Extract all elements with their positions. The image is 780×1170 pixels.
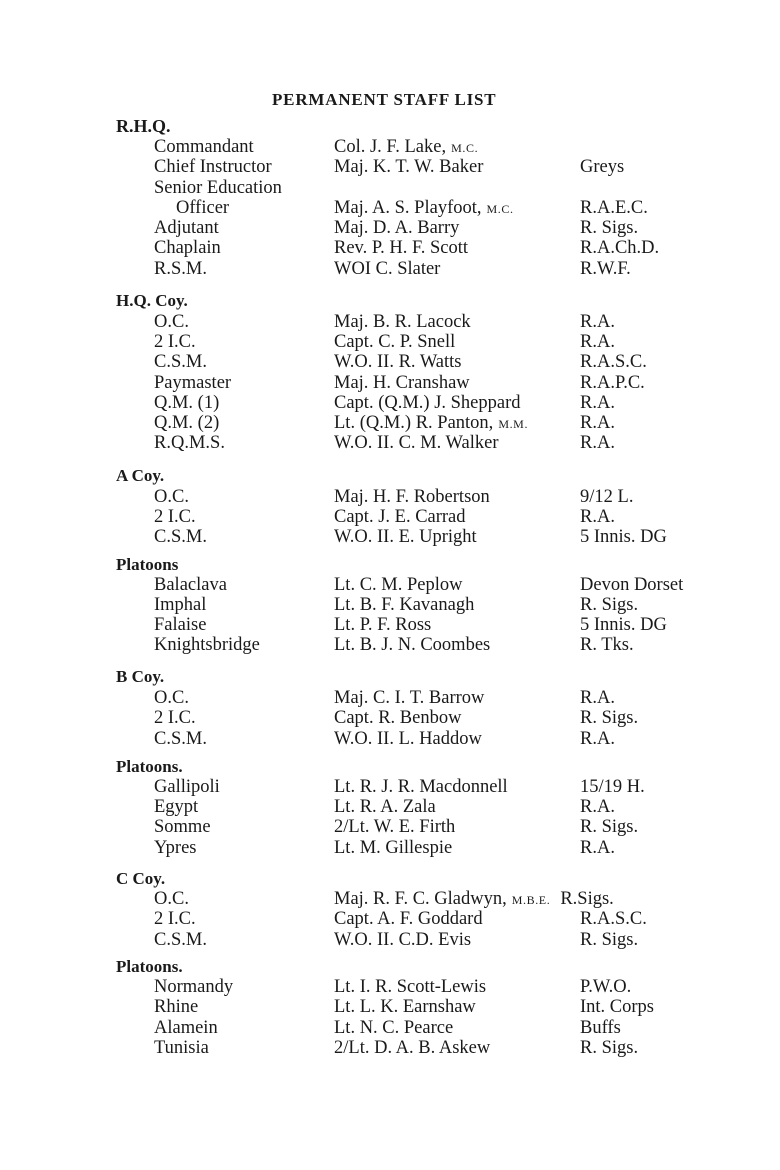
staff-row: [0, 889, 780, 909]
staff-row: [0, 433, 780, 453]
unit-label: Devon Dorset: [580, 575, 684, 595]
officer-name: [334, 797, 436, 817]
officer-name-text: W.O. II. R. Watts: [334, 352, 462, 372]
role-label: O.C.: [154, 889, 189, 909]
role-label: 2 I.C.: [154, 708, 196, 728]
role-label: Rhine: [154, 997, 199, 1017]
section-heading: B Coy.: [116, 667, 165, 686]
officer-name-text: Capt. C. P. Snell: [334, 332, 456, 352]
staff-row: [0, 729, 780, 749]
role-label: Officer: [176, 198, 230, 218]
officer-name: [334, 635, 490, 655]
unit-label: R. Sigs.: [580, 595, 639, 615]
role-label: Ypres: [154, 838, 197, 858]
section-heading: Platoons.: [116, 757, 183, 776]
officer-name: [334, 930, 471, 950]
staff-row: [0, 393, 780, 413]
officer-name: [334, 615, 431, 635]
officer-name: [334, 198, 514, 219]
unit-label: R. Sigs.: [580, 817, 639, 837]
staff-row: [0, 157, 780, 177]
officer-name-text: W.O. II. C. M. Walker: [334, 433, 499, 453]
officer-name-text: Maj. D. A. Barry: [334, 218, 460, 238]
role-label: C.S.M.: [154, 930, 207, 950]
unit-label: 15/19 H.: [580, 777, 645, 797]
officer-name-text: Lt. M. Gillespie: [334, 838, 453, 858]
role-label: C.S.M.: [154, 729, 207, 749]
staff-row: [0, 259, 780, 279]
role-label: O.C.: [154, 487, 189, 507]
unit-label: R.A.: [580, 838, 615, 858]
staff-row: [0, 238, 780, 258]
role-label: Paymaster: [154, 373, 232, 393]
unit-label: Greys: [580, 157, 625, 177]
officer-name: [334, 259, 440, 279]
staff-row: [0, 708, 780, 728]
staff-row: [0, 575, 780, 595]
officer-name: [334, 889, 614, 910]
officer-name: [334, 373, 470, 393]
unit-label: R.A.: [580, 413, 615, 433]
officer-name: [334, 507, 466, 527]
officer-name-text: W.O. II. E. Upright: [334, 527, 477, 547]
officer-name-text: Lt. B. J. N. Coombes: [334, 635, 491, 655]
staff-row: [0, 777, 780, 797]
unit-label: 5 Innis. DG: [580, 527, 667, 547]
staff-row: [0, 838, 780, 858]
role-label: Chaplain: [154, 238, 221, 258]
officer-name-text: Capt. A. F. Goddard: [334, 909, 483, 929]
officer-name-text: W.O. II. L. Haddow: [334, 729, 482, 749]
officer-name-text: Maj. C. I. T. Barrow: [334, 688, 485, 708]
unit-label: R.A.: [580, 393, 615, 413]
role-label: Gallipoli: [154, 777, 220, 797]
role-label: 2 I.C.: [154, 507, 196, 527]
officer-name-text: W.O. II. C.D. Evis: [334, 930, 472, 950]
officer-name: [334, 137, 478, 158]
officer-name: [334, 352, 462, 372]
role-label: Somme: [154, 817, 211, 837]
staff-row: [0, 930, 780, 950]
officer-name-text: Lt. B. F. Kavanagh: [334, 595, 475, 615]
section-heading: C Coy.: [116, 869, 166, 888]
officer-name: [334, 729, 482, 749]
staff-row: [0, 527, 780, 547]
unit-label: 9/12 L.: [580, 487, 634, 507]
honour-postnominal: M.B.E.: [511, 893, 551, 907]
role-label: C.S.M.: [154, 352, 207, 372]
staff-row: [0, 178, 780, 198]
officer-name: [334, 997, 476, 1017]
role-label: 2 I.C.: [154, 909, 196, 929]
staff-row: [0, 352, 780, 372]
officer-name: [334, 433, 498, 453]
unit-label: 5 Innis. DG: [580, 615, 667, 635]
role-label: Knightsbridge: [154, 635, 260, 655]
role-label: O.C.: [154, 688, 189, 708]
honour-postnominal: M.C.: [486, 202, 514, 216]
unit-label: R.A.: [580, 729, 615, 749]
officer-name-text: Rev. P. H. F. Scott: [334, 238, 469, 258]
officer-name: [334, 393, 521, 413]
officer-name-text: Lt. R. A. Zala: [334, 797, 436, 817]
officer-name-text: Maj. B. R. Lacock: [334, 312, 471, 332]
officer-name: [334, 1018, 453, 1038]
officer-name-text: Capt. J. E. Carrad: [334, 507, 466, 527]
staff-row: [0, 312, 780, 332]
role-label: Adjutant: [154, 218, 219, 238]
role-label: Senior Education: [154, 178, 282, 198]
unit-label: R.A.: [580, 332, 615, 352]
officer-name: [334, 312, 471, 332]
role-label: Alamein: [154, 1018, 218, 1038]
officer-name-text: Maj. H. Cranshaw: [334, 373, 470, 393]
officer-name-text: Lt. P. F. Ross: [334, 615, 432, 635]
officer-name-text: Capt. R. Benbow: [334, 708, 462, 728]
honour-postnominal: M.C.: [451, 141, 479, 155]
unit-label: P.W.O.: [580, 977, 632, 997]
officer-name: [334, 595, 474, 615]
section-heading: Platoons: [116, 555, 179, 574]
unit-label: R.A.S.C.: [580, 352, 647, 372]
staff-row: [0, 487, 780, 507]
officer-name-text: Capt. (Q.M.) J. Sheppard: [334, 393, 521, 413]
officer-name-text: WOI C. Slater: [334, 259, 441, 279]
unit-label: R. Tks.: [580, 635, 634, 655]
role-label: O.C.: [154, 312, 189, 332]
officer-name-text: Maj. A. S. Playfoot,: [334, 198, 482, 218]
unit-label: Buffs: [580, 1018, 621, 1038]
role-label: Q.M. (2): [154, 413, 220, 433]
officer-name-text: Maj. H. F. Robertson: [334, 487, 490, 507]
staff-row: [0, 1038, 780, 1058]
unit-label: R.A.: [580, 312, 615, 332]
unit-label: R.A.: [580, 433, 615, 453]
staff-row: [0, 507, 780, 527]
role-label: Falaise: [154, 615, 207, 635]
unit-label: R.A.: [580, 797, 615, 817]
unit-label: R.A.Ch.D.: [580, 238, 660, 258]
officer-name-text: Col. J. F. Lake,: [334, 137, 447, 157]
staff-row: [0, 137, 780, 157]
staff-row: [0, 615, 780, 635]
officer-name-text: Lt. L. K. Earnshaw: [334, 997, 476, 1017]
role-label: R.S.M.: [154, 259, 207, 279]
staff-row: [0, 817, 780, 837]
role-label: C.S.M.: [154, 527, 207, 547]
officer-name: [334, 708, 461, 728]
role-label: Commandant: [154, 137, 254, 157]
officer-name-text: Lt. I. R. Scott-Lewis: [334, 977, 487, 997]
staff-row: [0, 797, 780, 817]
unit-label: R. Sigs.: [580, 1038, 639, 1058]
unit-label: R.A.P.C.: [580, 373, 645, 393]
officer-name: [334, 238, 468, 258]
staff-row: [0, 688, 780, 708]
officer-name-text: 2/Lt. D. A. B. Askew: [334, 1038, 491, 1058]
officer-name-text: Lt. N. C. Pearce: [334, 1018, 454, 1038]
role-label: Chief Instructor: [154, 157, 272, 177]
unit-label: Int. Corps: [580, 997, 654, 1017]
officer-name: [334, 777, 508, 797]
officer-name: [334, 575, 462, 595]
officer-name-text: Lt. (Q.M.) R. Panton,: [334, 413, 494, 433]
role-label: Imphal: [154, 595, 207, 615]
staff-row: [0, 373, 780, 393]
officer-name: [334, 157, 483, 177]
staff-row: [0, 997, 780, 1017]
officer-name: [334, 817, 455, 837]
role-label: R.Q.M.S.: [154, 433, 225, 453]
staff-row: [0, 977, 780, 997]
section-heading: Platoons.: [116, 957, 183, 976]
section-heading: A Coy.: [116, 466, 165, 485]
section-heading: R.H.Q.: [116, 116, 171, 136]
unit-label: R. Sigs.: [580, 930, 639, 950]
unit-label: R.W.F.: [580, 259, 631, 279]
staff-row: [0, 218, 780, 238]
staff-row: [0, 198, 780, 218]
officer-name: [334, 838, 452, 858]
unit-label: R.A.: [580, 507, 615, 527]
officer-name: [334, 487, 490, 507]
unit-label: R. Sigs.: [580, 218, 639, 238]
officer-name-text: Maj. R. F. C. Gladwyn,: [334, 889, 507, 909]
role-label: Q.M. (1): [154, 393, 220, 413]
staff-row: [0, 332, 780, 352]
unit-label: R.A.S.C.: [580, 909, 647, 929]
officer-name: [334, 688, 484, 708]
officer-name: [334, 218, 459, 238]
unit-label: R.Sigs.: [560, 889, 614, 909]
officer-name: [334, 527, 477, 547]
role-label: Normandy: [154, 977, 234, 997]
unit-label: R.A.E.C.: [580, 198, 648, 218]
section-heading: H.Q. Coy.: [116, 291, 188, 310]
officer-name-text: Maj. K. T. W. Baker: [334, 157, 484, 177]
officer-name: [334, 1038, 490, 1058]
role-label: Egypt: [154, 797, 199, 817]
officer-name-text: Lt. C. M. Peplow: [334, 575, 463, 595]
unit-label: R. Sigs.: [580, 708, 639, 728]
staff-row: [0, 413, 780, 433]
officer-name: [334, 413, 528, 434]
staff-row: [0, 595, 780, 615]
role-label: 2 I.C.: [154, 332, 196, 352]
staff-row: [0, 1018, 780, 1038]
staff-row: [0, 909, 780, 929]
honour-postnominal: M.M.: [498, 417, 529, 431]
officer-name: [334, 977, 486, 997]
staff-row: [0, 635, 780, 655]
unit-label: R.A.: [580, 688, 615, 708]
role-label: Tunisia: [154, 1038, 209, 1058]
page-title: PERMANENT STAFF LIST: [272, 90, 497, 109]
officer-name-text: Lt. R. J. R. Macdonnell: [334, 777, 508, 797]
officer-name: [334, 332, 455, 352]
officer-name: [334, 909, 483, 929]
officer-name-text: 2/Lt. W. E. Firth: [334, 817, 456, 837]
role-label: Balaclava: [154, 575, 227, 595]
